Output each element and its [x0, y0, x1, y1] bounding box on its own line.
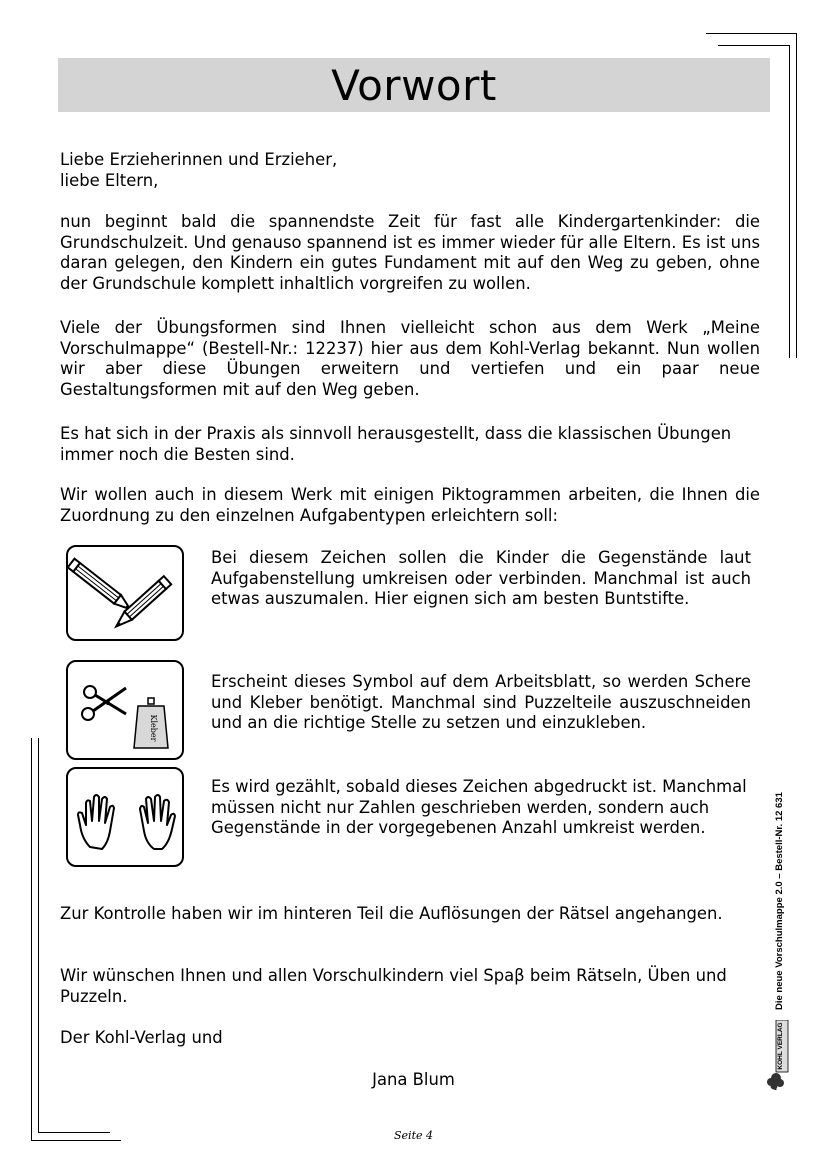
frame-line-top-right-inner: [718, 45, 790, 46]
paragraph-pictograms: Wir wollen auch in diesem Werk mit einigen Piktogrammen arbeiten, die Ihnen die Zuordnung zu den einzelnen Aufgabentypen erleichtern soll:: [60, 485, 760, 525]
pictogram-text-hands: Es wird gezählt, sobald dieses Zeichen abgedruckt ist. Manchmal müssen nicht nur Zahlen geschrieben werden, sondern auch Gegenstände in der vorgegebenen Anzahl umkreist werden.: [211, 777, 747, 837]
paragraph-previous-work: Viele der Übungsformen sind Ihnen vielleicht schon aus dem Werk „Meine Vorschulmappe“ (Bestell-Nr.: 12237) hier aus dem Kohl-Verlag bekannt. Nun wollen wir aber diese Übungen erweitern und vertiefen und ein paar neue Gestaltungsformen mit auf den Weg geben.: [60, 318, 760, 399]
frame-line-top-right: [706, 33, 796, 34]
paragraph-solutions: Zur Kontrolle haben wir im hinteren Teil die Auflösungen der Rätsel angehangen.: [60, 904, 723, 923]
pencils-icon: [66, 545, 184, 641]
greeting-line-1: Liebe Erzieherinnen und Erzieher,: [60, 150, 338, 169]
frame-line-right-outer: [796, 33, 797, 358]
publisher-logo: [764, 1020, 794, 1096]
paragraph-wishes: Wir wünschen Ihnen und allen Vorschulkindern viel Spaβ beim Rätseln, Üben und Puzzeln.: [60, 966, 727, 1006]
paragraph-intro: nun beginnt bald die spannendste Zeit für fast alle Kindergartenkinder: die Grundschulzeit. Und genauso spannend ist es immer wieder für alle Eltern. Es ist uns daran gelegen, den Kindern ein gutes Fundament mit auf den Weg zu geben, ohne der Grundschule komplett inhaltlich vorgreifen zu wollen.: [60, 212, 760, 293]
pictogram-text-pencils: Bei diesem Zeichen sollen die Kinder die Gegenstände laut Aufgabenstellung umkreisen oder verbinden. Manchmal ist auch etwas auszumalen. Hier eignen sich am besten Buntstifte.: [211, 548, 751, 608]
frame-line-right-inner: [789, 45, 790, 358]
greeting: [60, 150, 760, 191]
scissors-glue-icon: [66, 660, 184, 760]
signature: Jana Blum: [372, 1070, 455, 1089]
paragraph-publisher: Der Kohl-Verlag und: [60, 1028, 223, 1047]
title-bar: [58, 58, 770, 112]
paragraph-practice: Es hat sich in der Praxis als sinnvoll herausgestellt, dass die klassischen Übungen immer noch die Besten sind.: [60, 424, 732, 464]
sidebar-order-number: Die neue Vorschulmappe 2.0 – Bestell-Nr. 12 631: [774, 792, 785, 1010]
page-number: Seite 4: [394, 1129, 433, 1142]
pictogram-text-scissors: Erscheint dieses Symbol auf dem Arbeitsblatt, so werden Schere und Kleber benötigt. Manchmal sind Puzzelteile auszuschneiden und an die richtige Stelle zu setzen und einzukleben.: [211, 672, 751, 732]
greeting-line-2: liebe Eltern,: [60, 170, 159, 190]
page-title: Vorwort: [331, 60, 497, 110]
glue-label: Kleber: [149, 714, 158, 742]
logo-text: KOHL VERLAG: [777, 1022, 784, 1070]
hands-icon: [66, 767, 184, 867]
